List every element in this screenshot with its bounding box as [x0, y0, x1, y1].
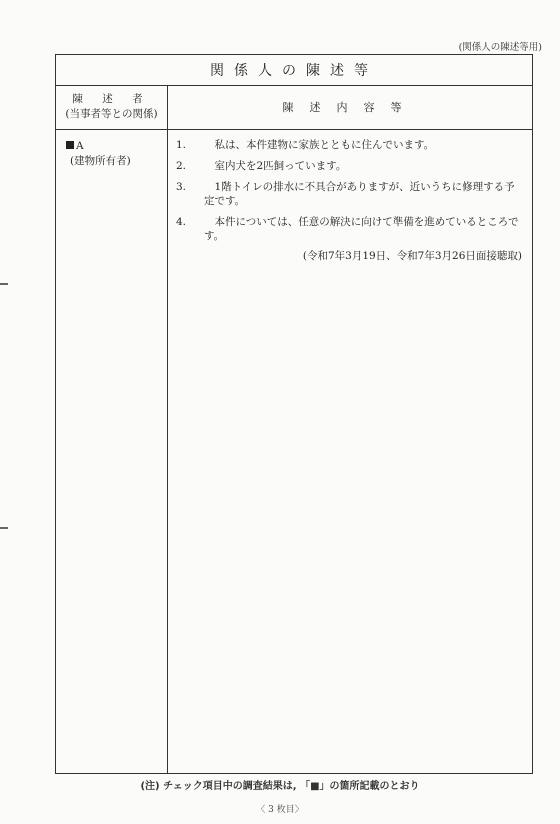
relation-header-label: (当事者等との関係) [65, 108, 158, 120]
speaker-cell [56, 130, 168, 773]
statement-table [55, 54, 533, 774]
page-number: 〈 3 枚目〉 [256, 805, 304, 815]
statement-text: 1階トイレの排水に不具合がありますが、近いうちに修理する予定です。 [204, 181, 515, 207]
statement-number: 4. [176, 216, 187, 228]
statement-text: 私は、本件建物に家族とともに住んでいます。 [214, 139, 435, 151]
statement-item [176, 180, 522, 208]
statement-number: 2. [176, 160, 187, 172]
scan-artifact [0, 283, 8, 285]
statement-text: 本件については、任意の解決に向けて準備を進めているところです。 [204, 216, 519, 242]
scan-artifact [0, 527, 8, 529]
content-column-header: 陳述内容等 [168, 85, 532, 130]
speaker-name: A [76, 140, 84, 152]
statement-number: 3. [176, 181, 187, 193]
checked-box-icon [66, 141, 74, 149]
statement-item [176, 159, 522, 173]
table-title: 関係人の陳述等 [56, 55, 532, 86]
statement-number: 1. [176, 139, 187, 151]
statement-item [176, 138, 522, 152]
statement-text: 室内犬を2匹飼っています。 [214, 160, 347, 172]
form-type-note: (関係人の陳述等用) [458, 42, 542, 53]
statement-item [176, 215, 522, 243]
speaker-role: (建物所有者) [70, 155, 131, 167]
footnote: (注) チェック項目中の調査結果は, 「■」の箇所記載のとおり [140, 781, 420, 792]
interview-date-note: (令和7年3月19日、令和7年3月26日面接聴取) [302, 250, 522, 262]
speaker-header-label: 陳 述 者 [72, 93, 151, 105]
speaker-column-header [56, 85, 168, 130]
content-cell [168, 130, 532, 773]
